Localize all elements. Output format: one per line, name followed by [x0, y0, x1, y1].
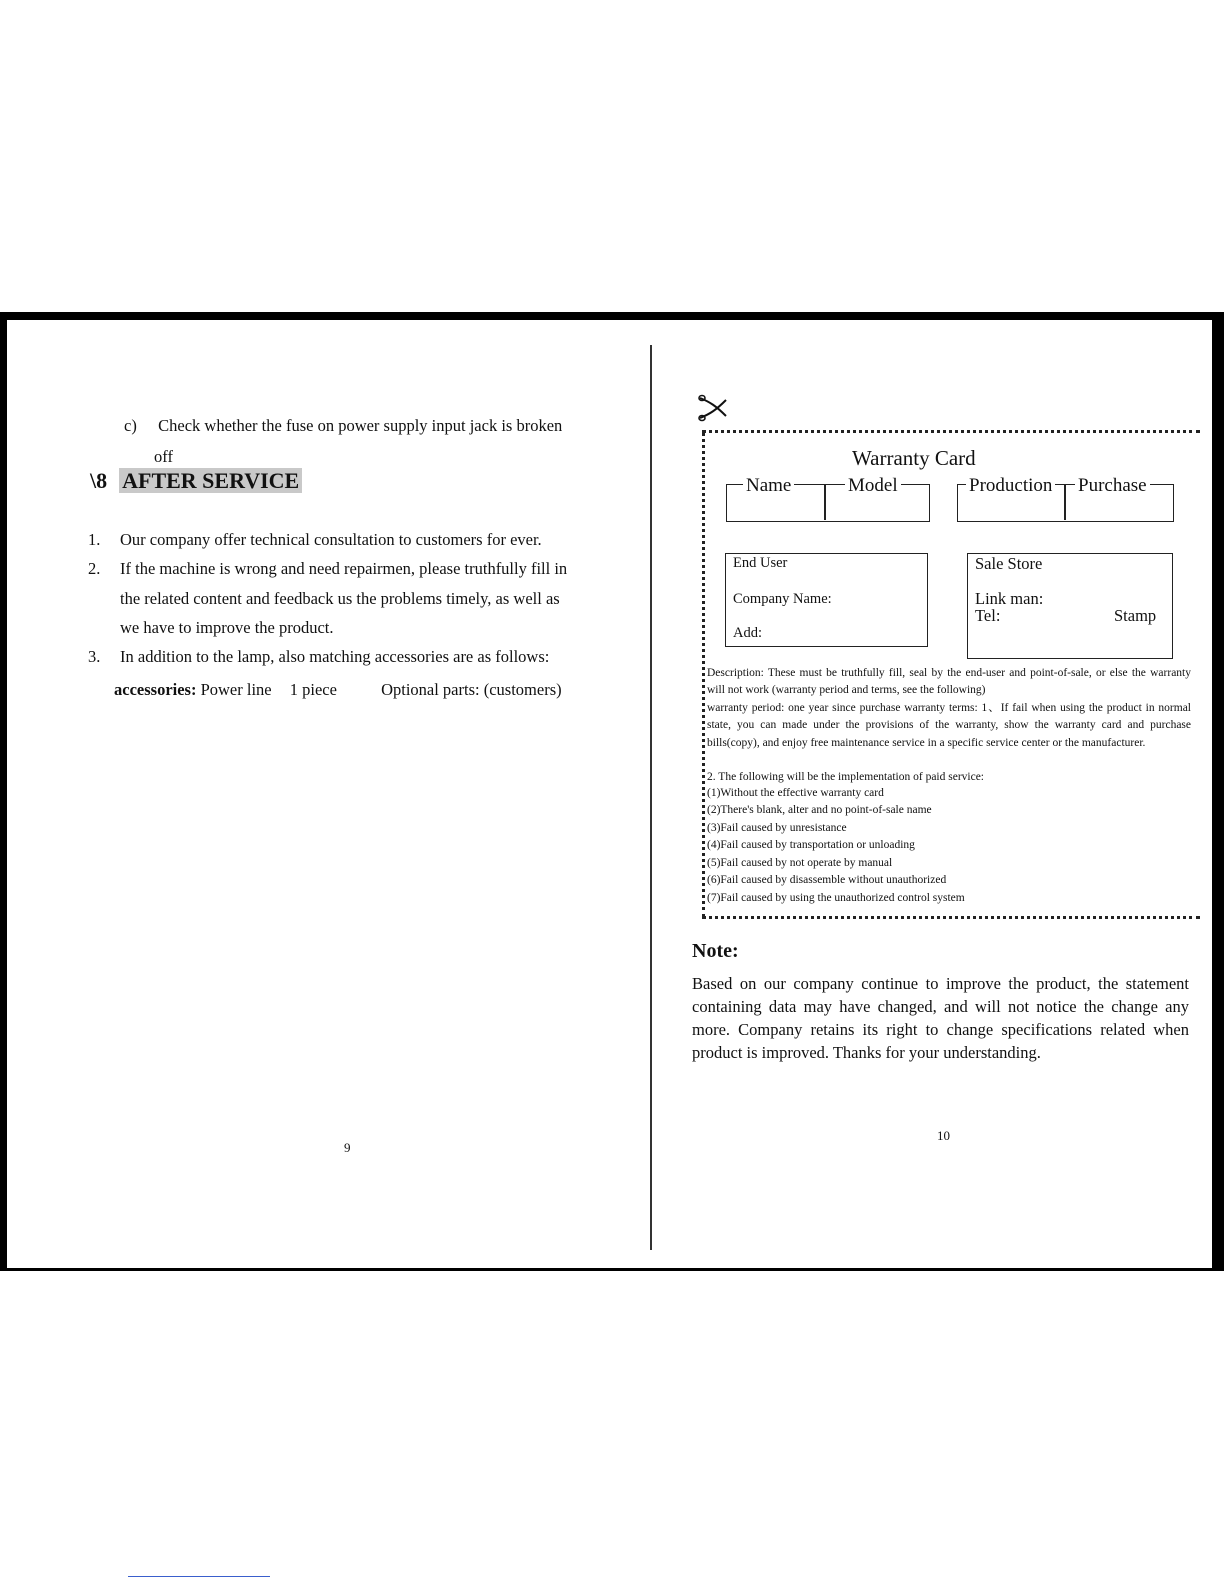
accessories-item: Power line	[200, 680, 272, 699]
note-heading: Note:	[692, 940, 739, 962]
sub-item-c-text: Check whether the fuse on power supply input jack is broken	[158, 416, 563, 435]
field-name-label: Name	[743, 475, 794, 497]
paid-service-item: (3)Fail caused by unresistance	[707, 822, 847, 834]
cut-line-bottom	[702, 916, 1200, 919]
production-purchase-divider	[1064, 484, 1066, 520]
list-item-2	[88, 559, 567, 579]
cut-line-left	[702, 432, 705, 918]
list-number: 3.	[88, 647, 101, 666]
warranty-description: Description: These must be truthfully fill, seal by the end-user and point-of-sale, or else the warranty will not work (warranty period and terms, see the following)	[707, 667, 1191, 697]
accessories-qty: 1 piece	[289, 680, 337, 699]
page-number-left: 9	[344, 1140, 351, 1155]
paid-service-item: (4)Fail caused by transportation or unloading	[707, 839, 915, 851]
accessories-label: accessories:	[114, 680, 197, 699]
paid-service-item: (5)Fail caused by not operate by manual	[707, 857, 893, 869]
warranty-card-title: Warranty Card	[852, 446, 976, 470]
paid-service-item: (6)Fail caused by disassemble without unauthorized	[707, 874, 947, 886]
sub-item-c-continuation: off	[154, 447, 173, 466]
list-text: Our company offer technical consultation to customers for ever.	[120, 530, 542, 549]
field-purchase-label: Purchase	[1075, 475, 1150, 497]
paid-service-item: (1)Without the effective warranty card	[707, 787, 884, 799]
link-man-label: Link man:	[975, 589, 1044, 608]
paid-service-item: (7)Fail caused by using the unauthorized control system	[707, 892, 965, 904]
list-number: 1.	[88, 530, 101, 549]
sub-item-c	[124, 416, 562, 436]
sub-item-c-label: c)	[124, 416, 137, 435]
section-heading	[90, 468, 302, 494]
note-body: Based on our company continue to improve the product, the statement containing data may have changed, and will not notice the change any more. Company retains its right to change specifications related when product is improved. Thanks for your understanding.	[692, 974, 1189, 1062]
address-label: Add:	[733, 625, 762, 641]
scan-border-top	[0, 312, 1224, 320]
field-model-label: Model	[845, 475, 901, 497]
list-item-1	[88, 530, 542, 550]
scan-border-bottom	[0, 1268, 1224, 1271]
list-item-2-line-3: we have to improve the product.	[120, 618, 334, 637]
warranty-period-terms: warranty period: one year since purchase warranty terms: 1、If fail when using the product in normal state, you can made under the provisions of the warranty, show the warranty card and purchase bills(copy), and enjoy free maintenance service in a specific service center or the manufacturer.	[707, 702, 1191, 749]
scissors-icon	[698, 394, 728, 422]
list-item-3	[88, 647, 549, 667]
list-item-2-line-2: the related content and feedback us the problems timely, as well as	[120, 589, 560, 608]
field-production-label: Production	[966, 475, 1055, 497]
footer-link-underline	[128, 1576, 270, 1577]
tel-label: Tel:	[975, 606, 1001, 625]
optional-parts: Optional parts: (customers)	[381, 680, 562, 699]
cut-line-top	[702, 430, 1200, 433]
scan-border-right	[1212, 312, 1224, 1270]
list-text: If the machine is wrong and need repairmen, please truthfully fill in	[120, 559, 568, 578]
list-number: 2.	[88, 559, 101, 578]
accessories-line	[114, 680, 562, 700]
paid-service-heading: 2. The following will be the implementation of paid service:	[707, 771, 984, 783]
name-model-divider	[824, 484, 826, 520]
company-name-label: Company Name:	[733, 591, 832, 607]
list-text: In addition to the lamp, also matching accessories are as follows:	[120, 647, 550, 666]
page-gutter	[650, 345, 652, 1250]
section-title: AFTER SERVICE	[119, 468, 302, 493]
stamp-label: Stamp	[1114, 606, 1157, 625]
page-number-right: 10	[937, 1128, 950, 1143]
sale-store-title: Sale Store	[975, 554, 1043, 573]
section-number: \8	[90, 468, 108, 493]
end-user-title: End User	[733, 555, 788, 571]
paid-service-item: (2)There's blank, alter and no point-of-sale name	[707, 804, 932, 816]
scan-border-left	[0, 312, 7, 1270]
